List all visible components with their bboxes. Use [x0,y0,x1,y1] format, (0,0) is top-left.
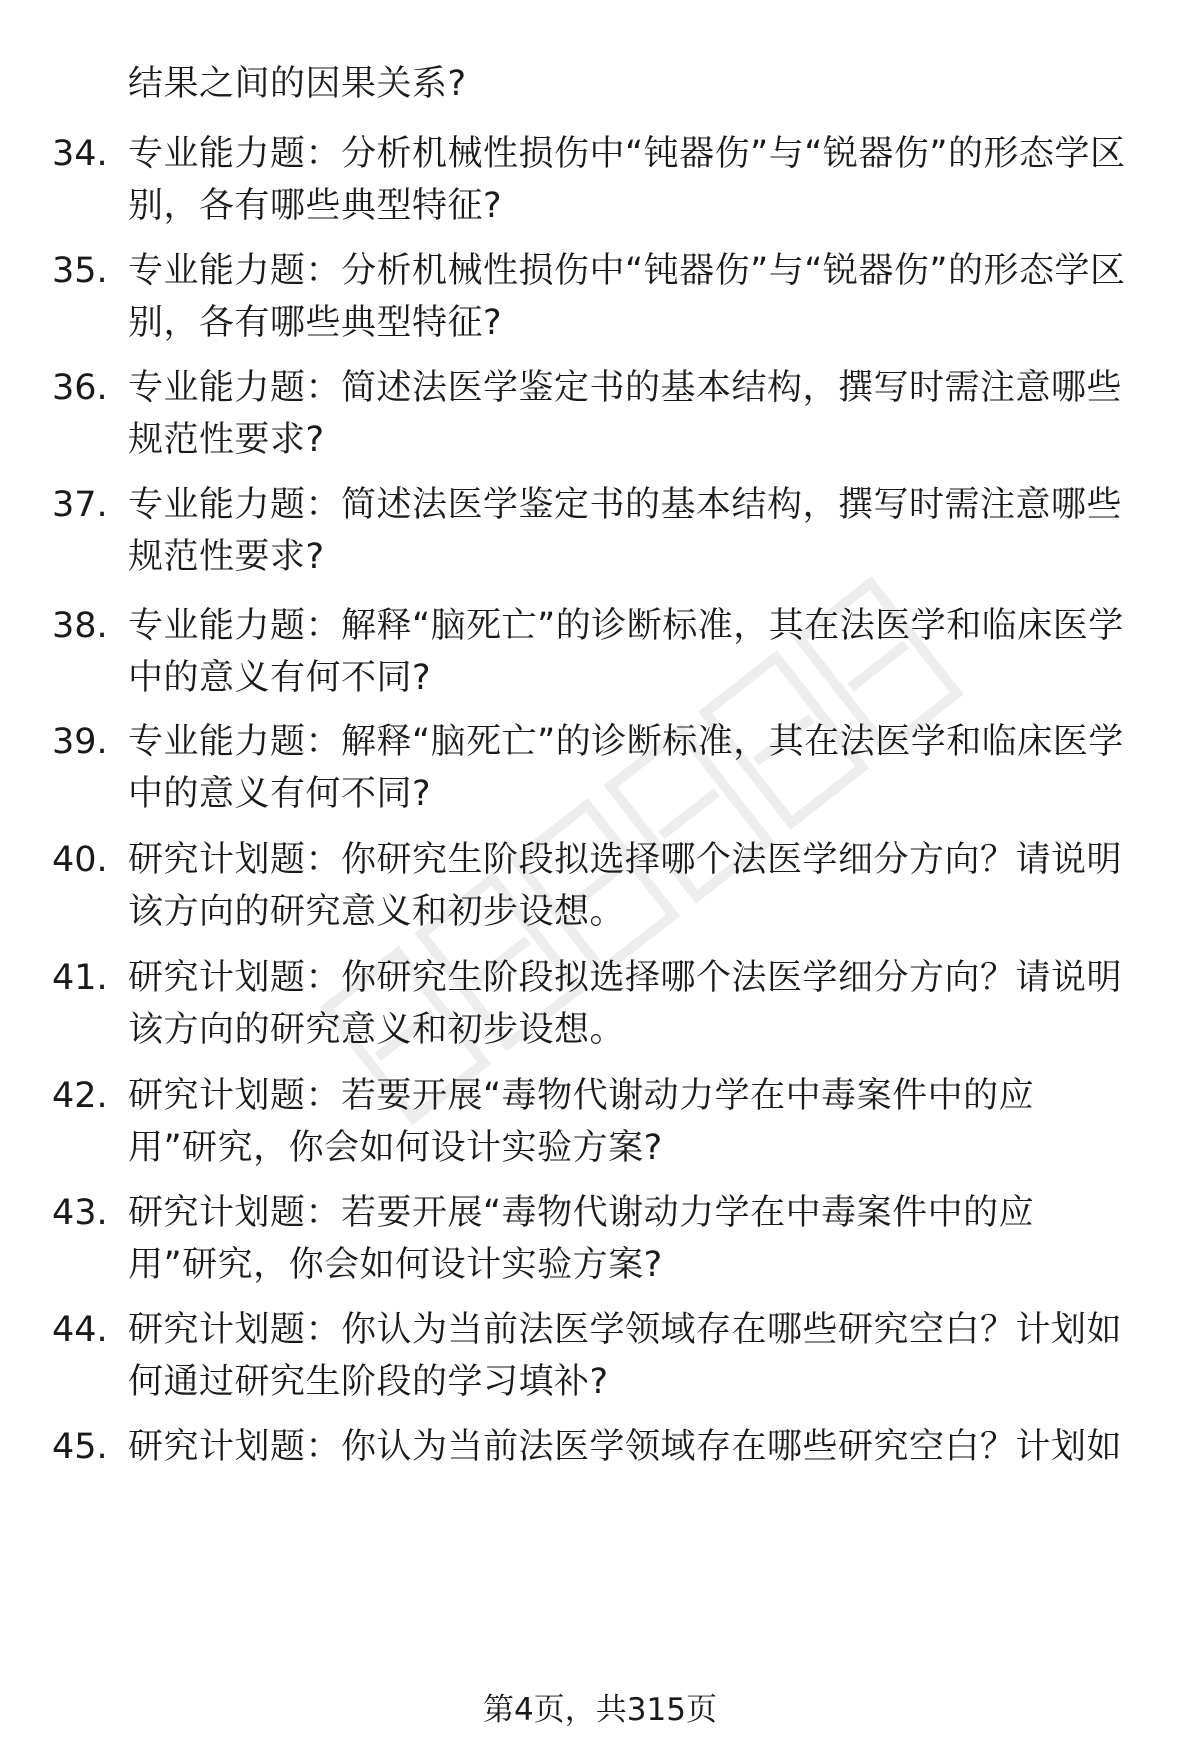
question-number: 38. [52,606,108,646]
question-number: 44. [52,1310,108,1350]
question-text: 研究计划题：你研究生阶段拟选择哪个法医学细分方向？请说明该方向的研究意义和初步设想。 [128,958,1123,1050]
question-number: 41. [52,958,108,998]
question-number: 45. [52,1427,108,1467]
question-text: 研究计划题：你研究生阶段拟选择哪个法医学细分方向？请说明该方向的研究意义和初步设想。 [128,840,1123,932]
question-number: 37. [52,485,108,525]
question-text: 专业能力题：简述法医学鉴定书的基本结构，撰写时需注意哪些规范性要求? [128,485,1123,577]
question-number: 40. [52,840,108,880]
question-text: 研究计划题：若要开展“毒物代谢动力学在中毒案件中的应用”研究，你会如何设计实验方案? [128,1193,1035,1285]
question-number: 39. [52,722,108,762]
page-footer: 第4页，共315页 [483,1692,717,1728]
question-text: 专业能力题：简述法医学鉴定书的基本结构，撰写时需注意哪些规范性要求? [128,368,1123,460]
continuation-text: 结果之间的因果关系? [128,64,467,104]
question-number: 42. [52,1076,108,1116]
question-text: 专业能力题：解释“脑死亡”的诊断标准，其在法医学和临床医学中的意义有何不同? [128,722,1124,814]
question-text: 研究计划题：你认为当前法医学领域存在哪些研究空白？计划如何通过研究生阶段的学习填补? [128,1310,1123,1402]
question-text: 专业能力题：分析机械性损伤中“钝器伤”与“锐器伤”的形态学区别，各有哪些典型特征? [128,251,1126,343]
question-text: 研究计划题：若要开展“毒物代谢动力学在中毒案件中的应用”研究，你会如何设计实验方案? [128,1076,1035,1168]
question-text: 研究计划题：你认为当前法医学领域存在哪些研究空白？计划如 [128,1427,1123,1467]
question-number: 35. [52,251,108,291]
question-text: 专业能力题：解释“脑死亡”的诊断标准，其在法医学和临床医学中的意义有何不同? [128,606,1124,698]
question-number: 34. [52,134,108,174]
question-number: 36. [52,368,108,408]
question-text: 专业能力题：分析机械性损伤中“钝器伤”与“锐器伤”的形态学区别，各有哪些典型特征? [128,134,1126,226]
question-number: 43. [52,1193,108,1233]
